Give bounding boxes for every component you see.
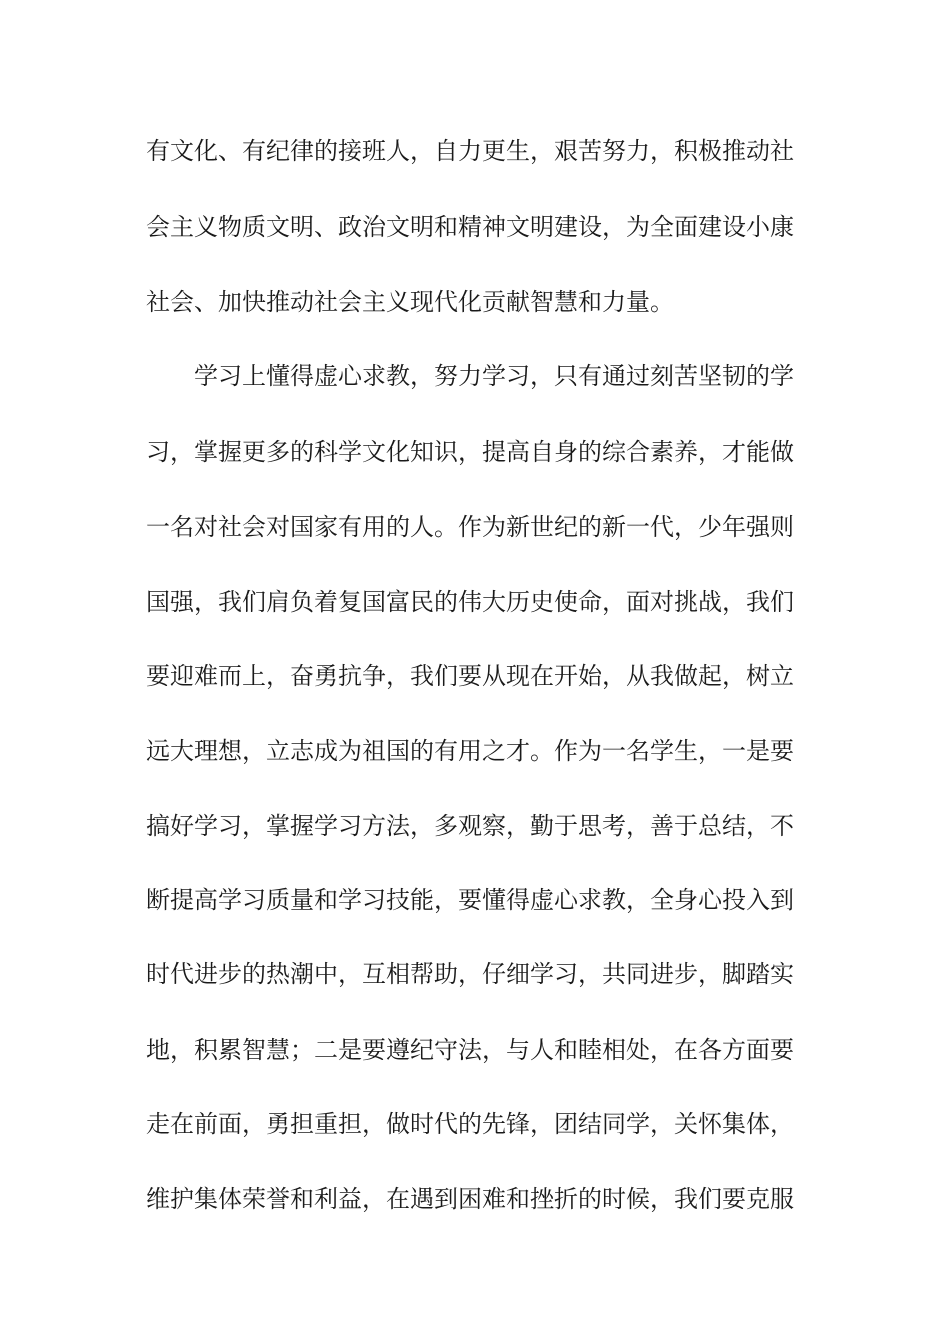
text-line: 有文化、有纪律的接班人，自力更生，艰苦努力，积极推动社 [146, 137, 794, 165]
text-line: 一名对社会对国家有用的人。作为新世纪的新一代，少年强则 [146, 513, 794, 541]
text-line: 地，积累智慧；二是要遵纪守法，与人和睦相处，在各方面要 [146, 1036, 794, 1064]
text-line: 时代进步的热潮中，互相帮助，仔细学习，共同进步，脚踏实 [146, 960, 794, 988]
text-line: 远大理想，立志成为祖国的有用之才。作为一名学生，一是要 [146, 737, 794, 765]
text-line: 社会、加快推动社会主义现代化贡献智慧和力量。 [146, 288, 674, 316]
text-line: 会主义物质文明、政治文明和精神文明建设，为全面建设小康 [146, 213, 794, 241]
text-line: 维护集体荣誉和利益，在遇到困难和挫折的时候，我们要克服 [146, 1185, 794, 1213]
text-line: 习，掌握更多的科学文化知识，提高自身的综合素养，才能做 [146, 438, 794, 466]
text-line: 断提高学习质量和学习技能，要懂得虚心求教，全身心投入到 [146, 886, 794, 914]
text-line: 走在前面，勇担重担，做时代的先锋，团结同学，关怀集体， [146, 1110, 794, 1138]
text-line: 要迎难而上，奋勇抗争，我们要从现在开始，从我做起，树立 [146, 662, 794, 690]
text-line: 搞好学习，掌握学习方法，多观察，勤于思考，善于总结，不 [146, 812, 794, 840]
paragraph-first-line: 学习上懂得虚心求教，努力学习，只有通过刻苦坚韧的学 [194, 362, 794, 390]
text-line: 国强，我们肩负着复国富民的伟大历史使命，面对挑战，我们 [146, 588, 794, 616]
